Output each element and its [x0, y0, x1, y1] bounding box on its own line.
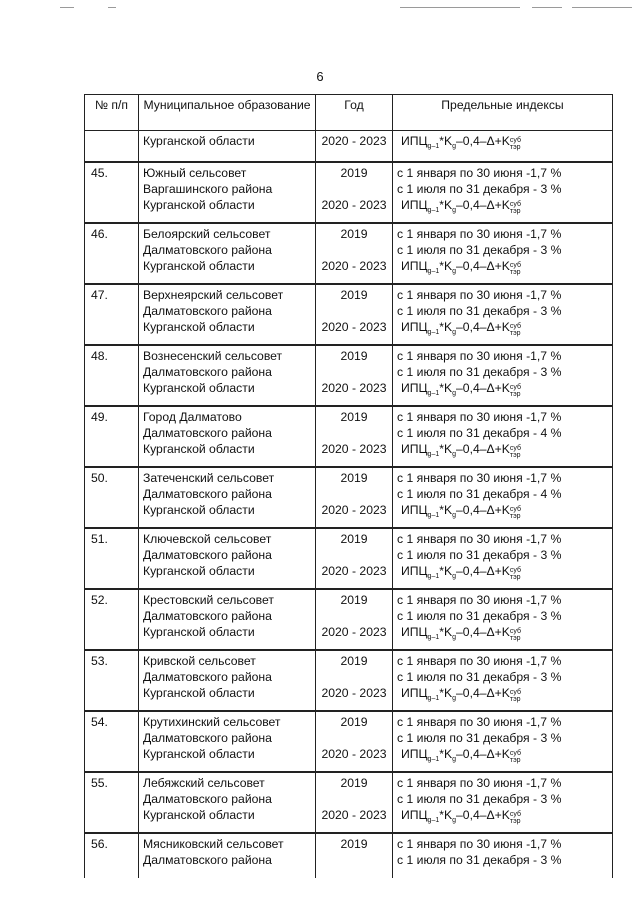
- municipality-line: Далматовского района: [143, 487, 272, 501]
- municipality-line: Курганской области: [143, 381, 255, 395]
- table-row: [85, 345, 613, 406]
- cell-year: [316, 528, 393, 589]
- index-second-half: с 1 июля по 31 декабря - 3 %: [397, 731, 562, 745]
- formula-supsub: [510, 689, 521, 703]
- formula-base: ИПЦ: [401, 198, 428, 212]
- cell-municipality: [139, 467, 316, 528]
- year-2019: 2019: [340, 654, 368, 668]
- cell-num: 47.: [85, 284, 139, 345]
- formula-mid2: –0,4–Δ+K: [456, 808, 510, 822]
- year-range: 2020 - 2023: [321, 134, 387, 148]
- municipality-line: Курганской области: [143, 625, 255, 639]
- cell-municipality: [139, 711, 316, 772]
- formula-mid1: *K: [439, 808, 453, 822]
- index-first-half: с 1 января по 30 июня -1,7 %: [397, 166, 562, 180]
- cell-indices: [393, 589, 613, 650]
- index-second-half: с 1 июля по 31 декабря - 3 %: [397, 548, 562, 562]
- index-formula: [397, 319, 608, 341]
- municipality-line: Далматовского района: [143, 670, 272, 684]
- formula-mid2: –0,4–Δ+K: [456, 564, 510, 578]
- year-2019: 2019: [340, 349, 368, 363]
- formula-base-sub: g–1: [427, 512, 440, 519]
- table-row: [85, 833, 613, 878]
- formula-final-sub: тэр: [509, 208, 521, 215]
- municipality-line: Курганской области: [143, 320, 255, 334]
- formula-mid2: –0,4–Δ+K: [456, 320, 510, 334]
- cell-municipality: [139, 345, 316, 406]
- scan-artifact-line: [0, 7, 640, 9]
- year-range: 2020 - 2023: [321, 747, 387, 761]
- formula-supsub: [510, 384, 521, 398]
- formula-final-sub: тэр: [509, 696, 521, 703]
- formula-mid1: *K: [439, 381, 453, 395]
- municipality-line: Курганской области: [143, 442, 255, 456]
- cell-year: [316, 711, 393, 772]
- formula-final-sup: суб: [509, 750, 521, 757]
- formula-base: ИПЦ: [401, 747, 428, 761]
- table-row: [85, 650, 613, 711]
- formula-mid1-sub: g: [452, 512, 457, 519]
- municipality-line: Курганской области: [143, 747, 255, 761]
- municipality-line: Белоярский сельсовет: [143, 227, 271, 241]
- formula-mid1: *K: [439, 747, 453, 761]
- index-formula: [397, 380, 608, 402]
- formula-final-sub: тэр: [509, 330, 521, 337]
- cell-indices: [393, 406, 613, 467]
- formula-base: ИПЦ: [401, 259, 428, 273]
- formula-mid2: –0,4–Δ+K: [456, 747, 510, 761]
- formula-final-sup: суб: [509, 445, 521, 452]
- cell-num: 45.: [85, 162, 139, 223]
- formula-mid1-sub: g: [452, 695, 457, 702]
- formula-supsub: [510, 628, 521, 642]
- municipality-line: Варгашинского района: [143, 182, 273, 196]
- year-range: 2020 - 2023: [321, 259, 387, 273]
- year-2019: 2019: [340, 837, 368, 851]
- formula-mid1: *K: [439, 686, 453, 700]
- municipality-line: Ключевской сельсовет: [143, 532, 272, 546]
- municipality-line: Курганской области: [143, 686, 255, 700]
- formula-final-sup: суб: [509, 567, 521, 574]
- index-first-half: с 1 января по 30 июня -1,7 %: [397, 227, 562, 241]
- formula-final-sub: тэр: [509, 574, 521, 581]
- municipality-line: Город Далматово: [143, 410, 242, 424]
- formula-supsub: [510, 445, 521, 459]
- indices-table: [84, 94, 613, 878]
- formula-mid1-sub: g: [452, 329, 457, 336]
- formula-supsub: [510, 201, 521, 215]
- cell-year: [316, 162, 393, 223]
- cell-num: 51.: [85, 528, 139, 589]
- cell-year: [316, 650, 393, 711]
- municipality-line: Кривской сельсовет: [143, 654, 256, 668]
- cell-num: 52.: [85, 589, 139, 650]
- year-range: 2020 - 2023: [321, 320, 387, 334]
- table-header-row: [85, 95, 613, 131]
- table-row: [85, 131, 613, 163]
- cell-indices: [393, 833, 613, 878]
- formula-mid1-sub: g: [452, 143, 457, 150]
- formula-base-sub: g–1: [427, 817, 440, 824]
- index-second-half: с 1 июля по 31 декабря - 3 %: [397, 243, 562, 257]
- formula-mid2: –0,4–Δ+K: [456, 686, 510, 700]
- formula-supsub: [510, 137, 521, 151]
- cell-num: 48.: [85, 345, 139, 406]
- table-row: [85, 406, 613, 467]
- cell-year: [316, 284, 393, 345]
- table-row: [85, 711, 613, 772]
- table-row: [85, 284, 613, 345]
- index-first-half: с 1 января по 30 июня -1,7 %: [397, 349, 562, 363]
- formula-base-sub: g–1: [427, 143, 440, 150]
- formula-mid1: *K: [439, 625, 453, 639]
- year-range: 2020 - 2023: [321, 808, 387, 822]
- year-2019: 2019: [340, 288, 368, 302]
- formula-base-sub: g–1: [427, 207, 440, 214]
- year-2019: 2019: [340, 532, 368, 546]
- index-first-half: с 1 января по 30 июня -1,7 %: [397, 593, 562, 607]
- formula-supsub: [510, 262, 521, 276]
- cell-year: [316, 131, 393, 163]
- year-range: 2020 - 2023: [321, 686, 387, 700]
- formula-final-sup: суб: [509, 137, 521, 144]
- index-first-half: с 1 января по 30 июня -1,7 %: [397, 532, 562, 546]
- formula-mid1: *K: [439, 320, 453, 334]
- index-first-half: с 1 января по 30 июня -1,7 %: [397, 715, 562, 729]
- year-2019: 2019: [340, 715, 368, 729]
- formula-final-sub: тэр: [509, 391, 521, 398]
- index-first-half: с 1 января по 30 июня -1,7 %: [397, 837, 562, 851]
- municipality-line: Курганской области: [143, 198, 255, 212]
- cell-municipality: [139, 589, 316, 650]
- formula-mid2: –0,4–Δ+K: [456, 198, 510, 212]
- index-second-half: с 1 июля по 31 декабря - 3 %: [397, 609, 562, 623]
- cell-year: [316, 772, 393, 833]
- formula-mid1: *K: [439, 442, 453, 456]
- formula-base: ИПЦ: [401, 381, 428, 395]
- year-2019: 2019: [340, 166, 368, 180]
- year-2019: 2019: [340, 410, 368, 424]
- cell-indices: [393, 772, 613, 833]
- formula-base: ИПЦ: [401, 134, 428, 148]
- formula-final-sup: суб: [509, 811, 521, 818]
- formula-base: ИПЦ: [401, 320, 428, 334]
- municipality-line: Далматовского района: [143, 792, 272, 806]
- index-second-half: с 1 июля по 31 декабря - 3 %: [397, 365, 562, 379]
- cell-municipality: [139, 528, 316, 589]
- index-second-half: с 1 июля по 31 декабря - 3 %: [397, 304, 562, 318]
- formula-base: ИПЦ: [401, 564, 428, 578]
- formula-supsub: [510, 811, 521, 825]
- index-first-half: с 1 января по 30 июня -1,7 %: [397, 471, 562, 485]
- year-range: 2020 - 2023: [321, 198, 387, 212]
- municipality-line: Лебяжский сельсовет: [143, 776, 265, 790]
- formula-mid1: *K: [439, 564, 453, 578]
- index-first-half: с 1 января по 30 июня -1,7 %: [397, 410, 562, 424]
- index-formula: [397, 197, 608, 219]
- municipality-line: Вознесенский сельсовет: [143, 349, 283, 363]
- cell-municipality: [139, 650, 316, 711]
- formula-base-sub: g–1: [427, 329, 440, 336]
- index-second-half: с 1 июля по 31 декабря - 3 %: [397, 792, 562, 806]
- municipality-line: Курганской области: [143, 503, 255, 517]
- cell-municipality: [139, 833, 316, 878]
- year-range: 2020 - 2023: [321, 625, 387, 639]
- table-row: [85, 589, 613, 650]
- index-formula: [397, 746, 608, 768]
- formula-final-sub: тэр: [509, 757, 521, 764]
- year-2019: 2019: [340, 227, 368, 241]
- municipality-line: Далматовского района: [143, 609, 272, 623]
- formula-base: ИПЦ: [401, 808, 428, 822]
- formula-base-sub: g–1: [427, 390, 440, 397]
- formula-final-sup: суб: [509, 262, 521, 269]
- municipality-line: Крутихинский сельсовет: [143, 715, 281, 729]
- formula-base-sub: g–1: [427, 634, 440, 641]
- formula-mid2: –0,4–Δ+K: [456, 134, 510, 148]
- cell-num: 49.: [85, 406, 139, 467]
- formula-mid1: *K: [439, 503, 453, 517]
- index-second-half: с 1 июля по 31 декабря - 3 %: [397, 670, 562, 684]
- table-row: [85, 467, 613, 528]
- year-range: 2020 - 2023: [321, 503, 387, 517]
- municipality-line: Далматовского района: [143, 853, 272, 867]
- formula-mid2: –0,4–Δ+K: [456, 442, 510, 456]
- formula-supsub: [510, 323, 521, 337]
- cell-indices: [393, 223, 613, 284]
- year-range: 2020 - 2023: [321, 381, 387, 395]
- cell-year: [316, 345, 393, 406]
- municipality-line: Далматовского района: [143, 426, 272, 440]
- header-municipality: Муниципальное образование: [139, 95, 316, 131]
- cell-municipality: [139, 772, 316, 833]
- cell-num: 50.: [85, 467, 139, 528]
- cell-num: 56.: [85, 833, 139, 878]
- formula-mid1-sub: g: [452, 634, 457, 641]
- formula-final-sub: тэр: [509, 269, 521, 276]
- cell-municipality: [139, 131, 316, 163]
- formula-mid1: *K: [439, 259, 453, 273]
- formula-final-sup: суб: [509, 323, 521, 330]
- formula-supsub: [510, 506, 521, 520]
- header-indices: Предельные индексы: [393, 95, 613, 131]
- municipality-line: Далматовского района: [143, 731, 272, 745]
- formula-base: ИПЦ: [401, 442, 428, 456]
- municipality-line: Далматовского района: [143, 243, 272, 257]
- year-2019: 2019: [340, 593, 368, 607]
- cell-num: 46.: [85, 223, 139, 284]
- municipality-line: Верхнеярский сельсовет: [143, 288, 284, 302]
- formula-supsub: [510, 750, 521, 764]
- formula-mid1-sub: g: [452, 756, 457, 763]
- municipality-line: Мясниковский сельсовет: [143, 837, 284, 851]
- municipality-line: Курганской области: [143, 134, 255, 148]
- cell-indices: [393, 345, 613, 406]
- formula-mid1-sub: g: [452, 390, 457, 397]
- formula-final-sup: суб: [509, 506, 521, 513]
- index-first-half: с 1 января по 30 июня -1,7 %: [397, 288, 562, 302]
- cell-indices: [393, 284, 613, 345]
- formula-final-sup: суб: [509, 628, 521, 635]
- cell-municipality: [139, 223, 316, 284]
- formula-final-sup: суб: [509, 384, 521, 391]
- year-2019: 2019: [340, 776, 368, 790]
- formula-base-sub: g–1: [427, 268, 440, 275]
- index-first-half: с 1 января по 30 июня -1,7 %: [397, 776, 562, 790]
- formula-base-sub: g–1: [427, 573, 440, 580]
- formula-final-sup: суб: [509, 201, 521, 208]
- cell-municipality: [139, 162, 316, 223]
- formula-mid2: –0,4–Δ+K: [456, 381, 510, 395]
- index-second-half: с 1 июля по 31 декабря - 4 %: [397, 487, 562, 501]
- formula-base: ИПЦ: [401, 686, 428, 700]
- formula-base-sub: g–1: [427, 756, 440, 763]
- index-second-half: с 1 июля по 31 декабря - 3 %: [397, 182, 562, 196]
- cell-year: [316, 223, 393, 284]
- index-second-half: с 1 июля по 31 декабря - 3 %: [397, 853, 562, 867]
- formula-final-sup: суб: [509, 689, 521, 696]
- municipality-line: Далматовского района: [143, 548, 272, 562]
- cell-municipality: [139, 284, 316, 345]
- index-formula: [397, 133, 608, 155]
- formula-mid2: –0,4–Δ+K: [456, 503, 510, 517]
- municipality-line: Курганской области: [143, 808, 255, 822]
- index-formula: [397, 624, 608, 646]
- cell-num: 54.: [85, 711, 139, 772]
- cell-indices: [393, 650, 613, 711]
- index-formula: [397, 258, 608, 280]
- municipality-line: Южный сельсовет: [143, 166, 247, 180]
- municipality-line: Далматовского района: [143, 304, 272, 318]
- index-formula: [397, 807, 608, 829]
- index-formula: [397, 563, 608, 585]
- formula-final-sub: тэр: [509, 635, 521, 642]
- table-row: [85, 223, 613, 284]
- formula-mid2: –0,4–Δ+K: [456, 625, 510, 639]
- year-2019: 2019: [340, 471, 368, 485]
- formula-base: ИПЦ: [401, 503, 428, 517]
- formula-mid2: –0,4–Δ+K: [456, 259, 510, 273]
- municipality-line: Затеченский сельсовет: [143, 471, 275, 485]
- cell-num: 53.: [85, 650, 139, 711]
- cell-year: [316, 406, 393, 467]
- municipality-line: Курганской области: [143, 259, 255, 273]
- formula-base-sub: g–1: [427, 451, 440, 458]
- formula-final-sub: тэр: [509, 513, 521, 520]
- formula-mid1-sub: g: [452, 268, 457, 275]
- year-range: 2020 - 2023: [321, 564, 387, 578]
- formula-mid1-sub: g: [452, 451, 457, 458]
- formula-mid1-sub: g: [452, 207, 457, 214]
- index-formula: [397, 441, 608, 463]
- municipality-line: Далматовского района: [143, 365, 272, 379]
- index-second-half: с 1 июля по 31 декабря - 4 %: [397, 426, 562, 440]
- formula-base-sub: g–1: [427, 695, 440, 702]
- formula-final-sub: тэр: [509, 144, 521, 151]
- formula-base: ИПЦ: [401, 625, 428, 639]
- index-formula: [397, 685, 608, 707]
- year-range: 2020 - 2023: [321, 442, 387, 456]
- formula-mid1-sub: g: [452, 817, 457, 824]
- formula-mid1: *K: [439, 198, 453, 212]
- cell-num: [85, 131, 139, 163]
- formula-final-sub: тэр: [509, 818, 521, 825]
- cell-indices: [393, 528, 613, 589]
- cell-indices: [393, 467, 613, 528]
- cell-indices: [393, 131, 613, 163]
- municipality-line: Курганской области: [143, 564, 255, 578]
- table-row: [85, 772, 613, 833]
- cell-indices: [393, 711, 613, 772]
- page-number: 6: [316, 69, 324, 84]
- cell-num: 55.: [85, 772, 139, 833]
- header-year: Год: [316, 95, 393, 131]
- cell-year: [316, 467, 393, 528]
- formula-supsub: [510, 567, 521, 581]
- index-formula: [397, 502, 608, 524]
- cell-municipality: [139, 406, 316, 467]
- cell-year: [316, 833, 393, 878]
- formula-final-sub: тэр: [509, 452, 521, 459]
- header-num: № п/п: [85, 95, 139, 131]
- cell-year: [316, 589, 393, 650]
- table-row: [85, 162, 613, 223]
- formula-mid1: *K: [439, 134, 453, 148]
- municipality-line: Крестовский сельсовет: [143, 593, 274, 607]
- index-first-half: с 1 января по 30 июня -1,7 %: [397, 654, 562, 668]
- cell-indices: [393, 162, 613, 223]
- formula-mid1-sub: g: [452, 573, 457, 580]
- table-row: [85, 528, 613, 589]
